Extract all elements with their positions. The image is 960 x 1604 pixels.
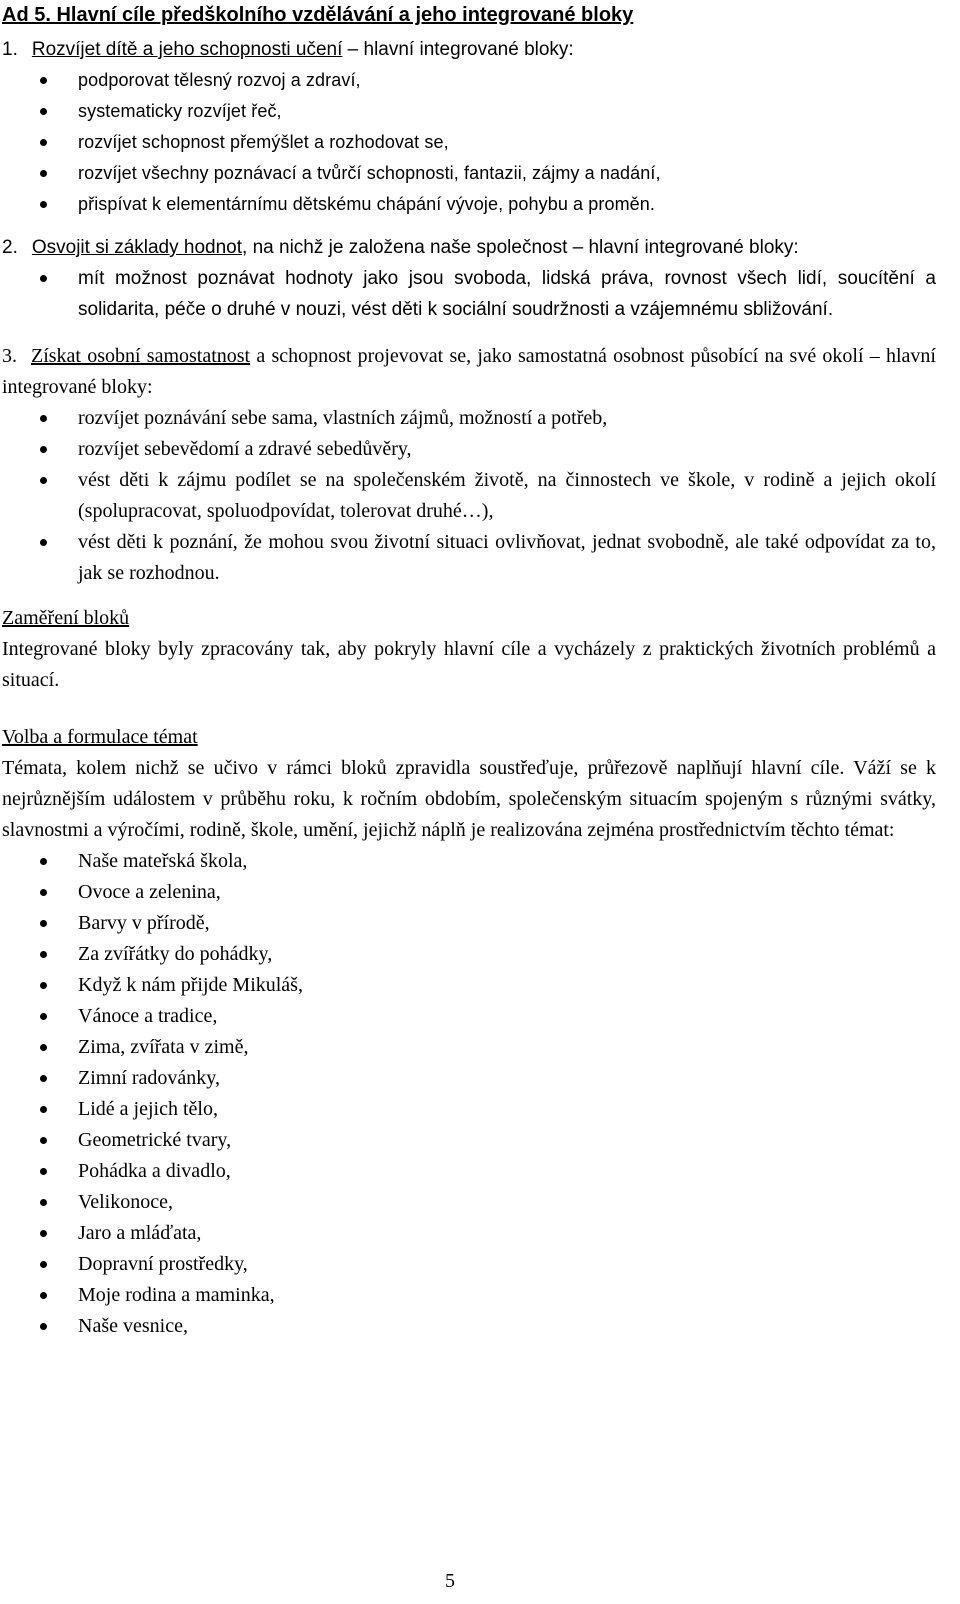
goal-2-rest: , na nichž je založena naše společnost – hlavní integrované bloky:: [242, 237, 799, 258]
list-item: Moje rodina a maminka,: [2, 1280, 936, 1311]
bullet-icon: [40, 889, 47, 896]
list-item: Za zvířátky do pohádky,: [2, 939, 936, 970]
bullet-icon: [40, 951, 47, 958]
topics-list: [2, 846, 936, 1342]
list-item: Velikonoce,: [2, 1187, 936, 1218]
list-item: vést děti k poznání, že mohou svou životní situaci ovlivňovat, jednat svobodně, ale také odpovídat za to, jak se rozhodnou.: [2, 527, 936, 589]
bullet-icon: [40, 982, 47, 989]
list-item: Geometrické tvary,: [2, 1125, 936, 1156]
list-item: Barvy v přírodě,: [2, 908, 936, 939]
list-item: Naše vesnice,: [2, 1311, 936, 1342]
bullet-icon: [40, 415, 47, 422]
bullet-icon: [40, 201, 47, 208]
bullet-icon: [40, 1168, 47, 1175]
bullet-icon: [40, 539, 47, 546]
goal-2: [2, 232, 936, 325]
topics-title: Volba a formulace témat: [2, 726, 198, 748]
list-item: Zima, zvířata v zimě,: [2, 1032, 936, 1063]
list-item: mít možnost poznávat hodnoty jako jsou svoboda, lidská práva, rovnost všech lidí, soucítění a solidarita, péče o druhé v nouzi, vést děti k sociální soudržnosti a vzájemnému sbližování.: [2, 263, 936, 325]
bullet-icon: [40, 77, 47, 84]
list-item: přispívat k elementárnímu dětskému chápání vývoje, pohybu a proměn.: [2, 189, 936, 220]
list-item: Lidé a jejich tělo,: [2, 1094, 936, 1125]
bullet-icon: [40, 1106, 47, 1113]
goal-3-list: [2, 403, 936, 589]
goal-1: [2, 34, 936, 220]
goal-2-line: [2, 232, 936, 263]
bullet-icon: [40, 1013, 47, 1020]
goal-2-list: [2, 263, 936, 325]
bullet-icon: [40, 170, 47, 177]
goal-1-list: [2, 65, 936, 220]
page-number: 5: [445, 1570, 455, 1592]
bullet-icon: [40, 1137, 47, 1144]
list-item: Dopravní prostředky,: [2, 1249, 936, 1280]
bullet-icon: [40, 477, 47, 484]
list-item: rozvíjet schopnost přemýšlet a rozhodovat se,: [2, 127, 936, 158]
bullet-icon: [40, 920, 47, 927]
list-item: Když k nám přijde Mikuláš,: [2, 970, 936, 1001]
topics-section: [2, 722, 936, 1342]
list-item: Pohádka a divadlo,: [2, 1156, 936, 1187]
list-item: vést děti k zájmu podílet se na společenském životě, na činnostech ve škole, v rodině a jejich okolí (spolupracovat, spoluodpovídat, tolerovat druhé…),: [2, 465, 936, 527]
goal-1-number: 1.: [2, 39, 18, 60]
list-item: systematicky rozvíjet řeč,: [2, 96, 936, 127]
topics-text: Témata, kolem nichž se učivo v rámci bloků zpravidla soustřeďuje, průřezově naplňují hlavní cíle. Váží se k nejrůznějším událostem v průběhu roku, k ročním obdobím, společenským situacím spojeným s různými svátky, slavnostmi a výročími, rodině, škole, umění, jejichž náplň je realizována zejména prostřednictvím těchto témat:: [2, 757, 936, 841]
goal-1-title: Rozvíjet dítě a jeho schopnosti učení: [31, 39, 343, 60]
goal-3-rest: a schopnost projevovat se, jako samostatná osobnost působící na své okolí – hlavní integrované bloky:: [2, 345, 936, 398]
bullet-icon: [40, 1199, 47, 1206]
list-item: Vánoce a tradice,: [2, 1001, 936, 1032]
list-item: Zimní radovánky,: [2, 1063, 936, 1094]
bullet-icon: [40, 139, 47, 146]
list-item: rozvíjet všechny poznávací a tvůrčí schopnosti, fantazii, zájmy a nadání,: [2, 158, 936, 189]
goal-1-line: [2, 34, 936, 65]
goal-3: [2, 341, 936, 589]
bullet-icon: [40, 1075, 47, 1082]
list-item: rozvíjet poznávání sebe sama, vlastních zájmů, možností a potřeb,: [2, 403, 936, 434]
goal-3-line: [2, 341, 936, 403]
goal-2-title: Osvojit si základy hodnot: [31, 237, 243, 258]
bullet-icon: [40, 1323, 47, 1330]
bullet-icon: [40, 1044, 47, 1051]
goal-1-rest: – hlavní integrované bloky:: [342, 39, 574, 60]
bullet-icon: [40, 858, 47, 865]
list-item: Jaro a mláďata,: [2, 1218, 936, 1249]
goal-3-title: Získat osobní samostatnost: [31, 345, 251, 367]
goal-3-number: 3.: [2, 345, 17, 367]
bullet-icon: [40, 1230, 47, 1237]
focus-text: Integrované bloky byly zpracovány tak, aby pokryly hlavní cíle a vycházely z praktických životních problémů a situací.: [2, 638, 936, 691]
focus-title: Zaměření bloků: [2, 607, 130, 629]
bullet-icon: [40, 1292, 47, 1299]
goal-2-number: 2.: [2, 237, 18, 258]
list-item: rozvíjet sebevědomí a zdravé sebedůvěry,: [2, 434, 936, 465]
page-heading: Ad 5. Hlavní cíle předškolního vzdělávání a jeho integrované bloky: [2, 4, 634, 26]
list-item: Ovoce a zelenina,: [2, 877, 936, 908]
document-page: [2, 0, 936, 1342]
bullet-icon: [40, 275, 47, 282]
list-item: podporovat tělesný rozvoj a zdraví,: [2, 65, 936, 96]
bullet-icon: [40, 108, 47, 115]
bullet-icon: [40, 446, 47, 453]
list-item: Naše mateřská škola,: [2, 846, 936, 877]
focus-section: [2, 603, 936, 696]
bullet-icon: [40, 1261, 47, 1268]
